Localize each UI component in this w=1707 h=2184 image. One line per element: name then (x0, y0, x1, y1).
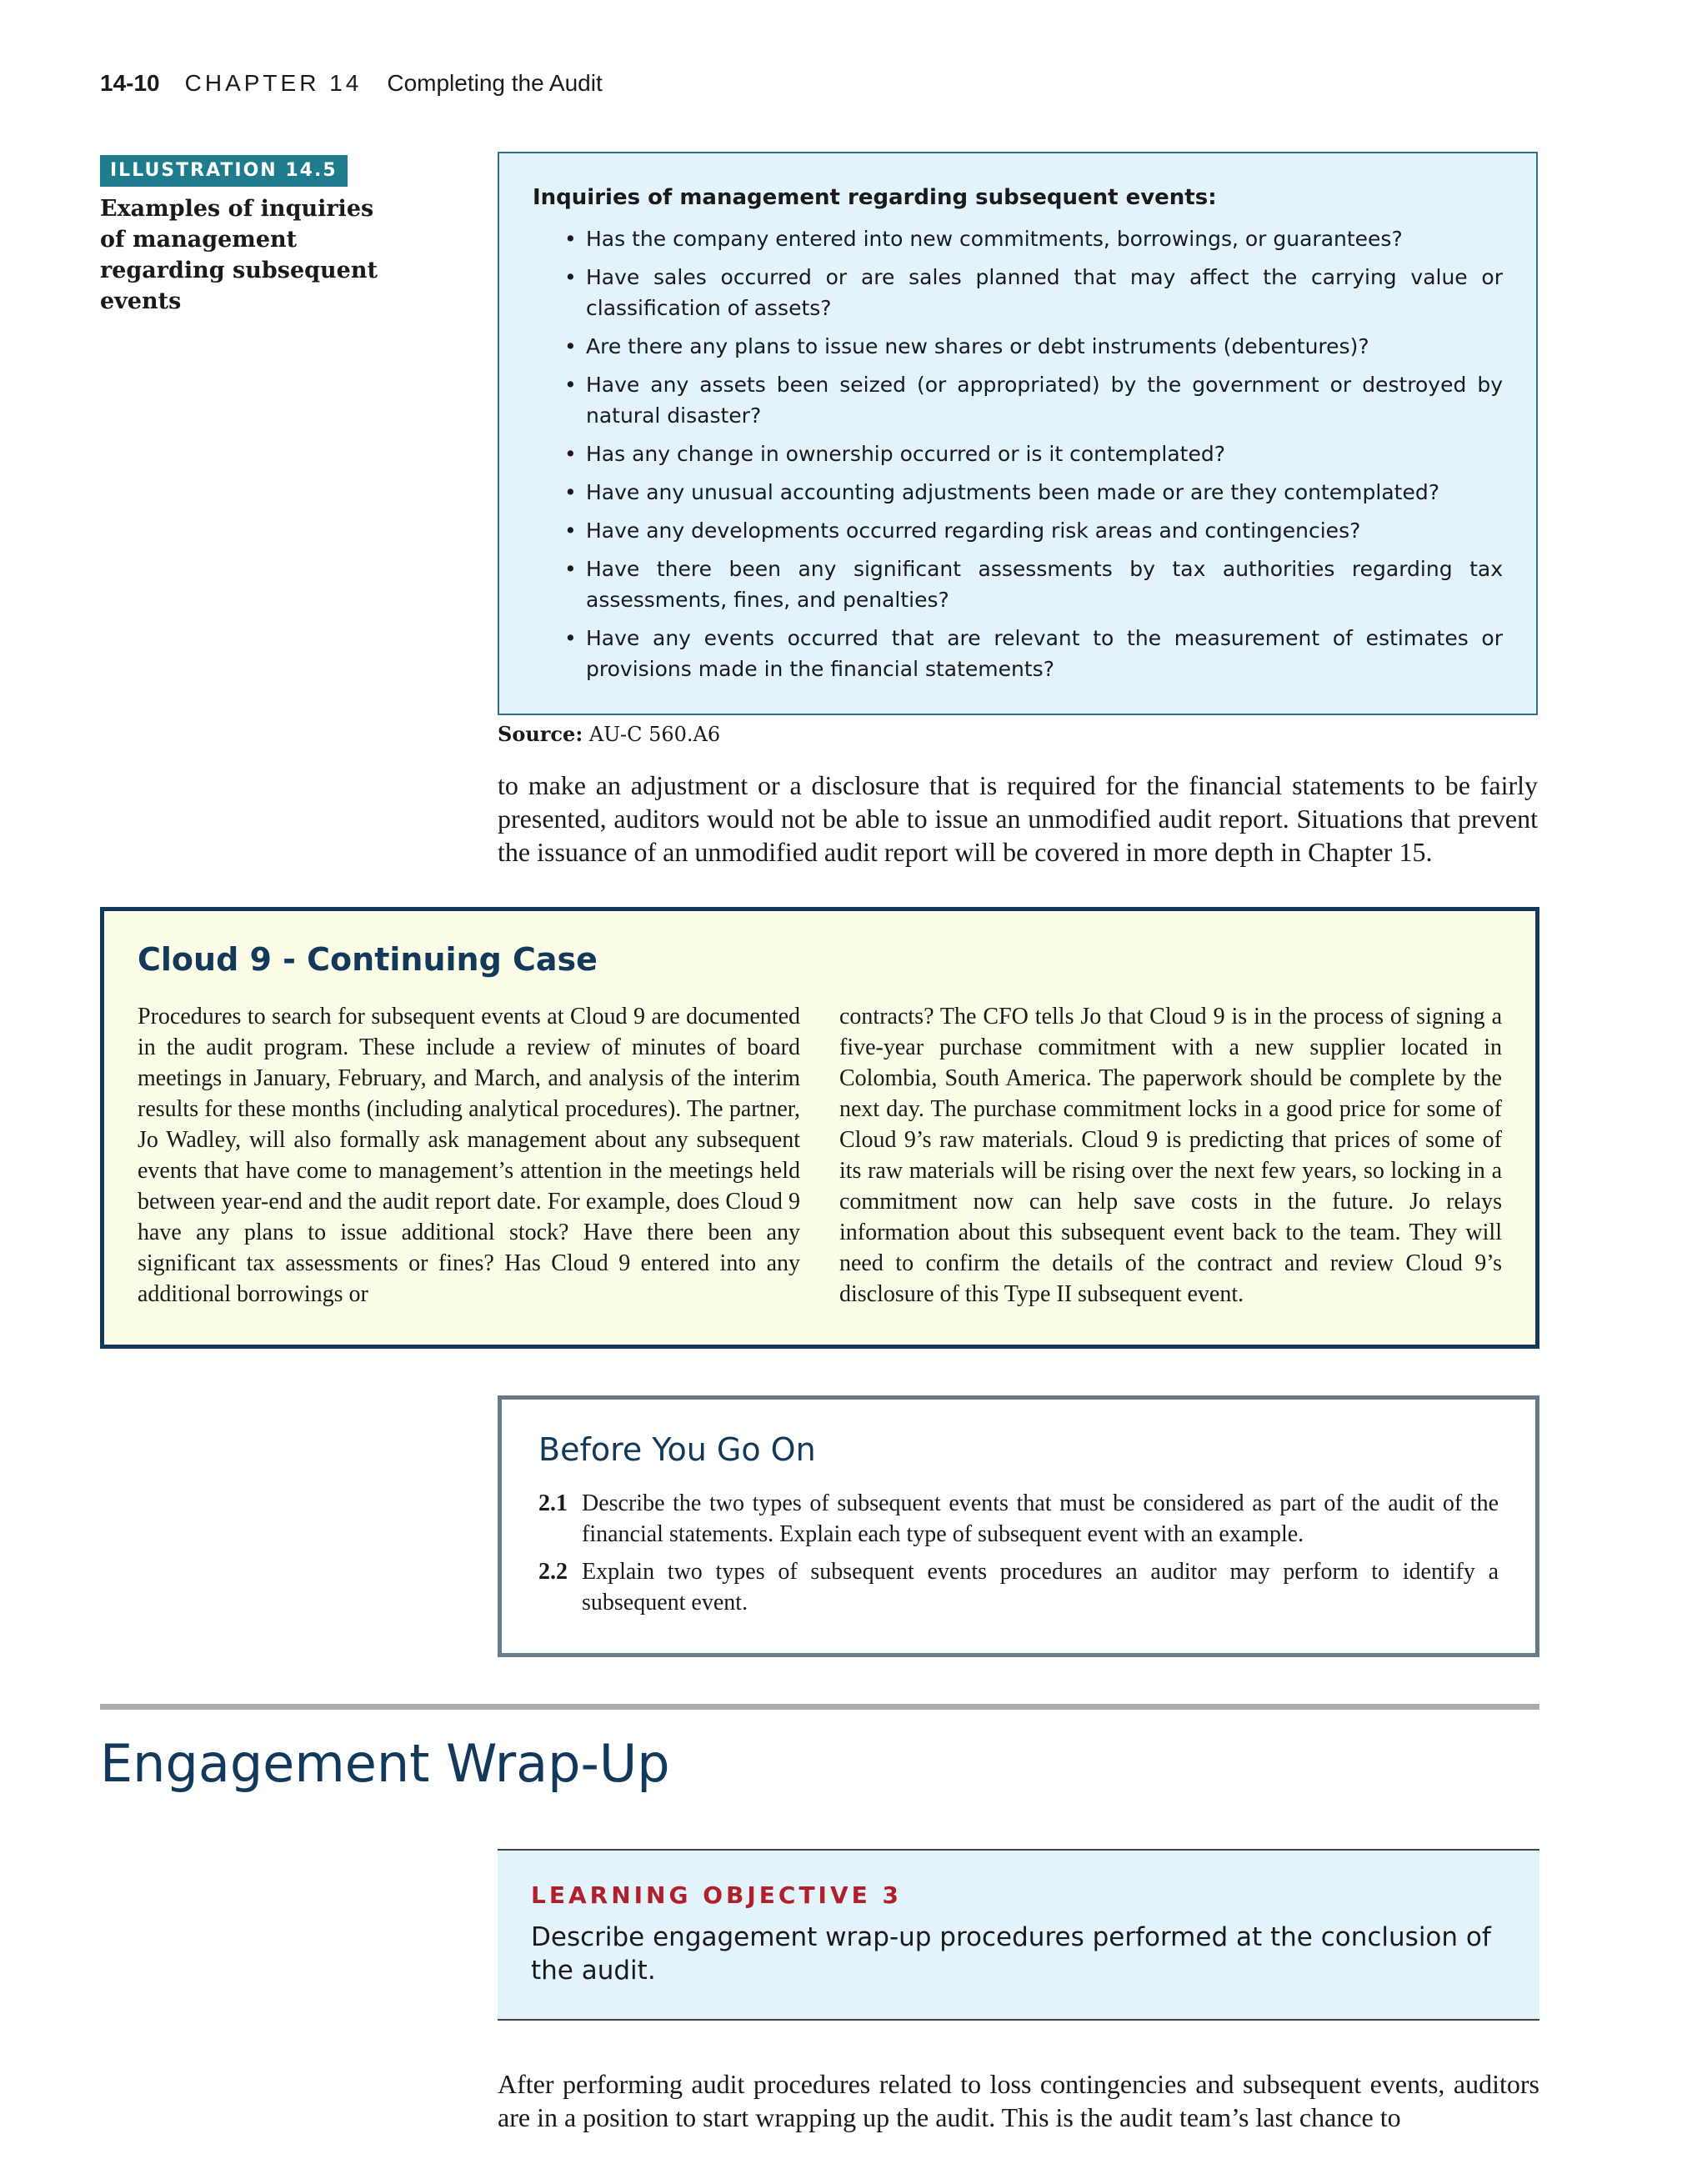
running-header (100, 70, 603, 103)
list-item: • Have any assets been seized (or appropriated) by the government or destroyed by natural disaster? (533, 369, 1503, 431)
source-label: Source: (498, 722, 583, 746)
source-value: AU-C 560.A6 (588, 723, 721, 746)
chapter-label: CHAPTER 14 (184, 70, 363, 96)
illustration-caption: Examples of inquiries of management regarding subsequent events (100, 196, 378, 314)
question-number: 2.2 (538, 1559, 568, 1585)
list-item: • Have there been any significant assessments by tax authorities regarding tax assessments, fines, and penalties? (533, 554, 1503, 615)
section-title: Engagement Wrap-Up (100, 1733, 670, 1794)
list-item: • Have sales occurred or are sales planned that may affect the carrying value or classification of assets? (533, 262, 1503, 323)
list-item: • Have any unusual accounting adjustments been made or are they contemplated? (533, 477, 1503, 508)
learning-objective-box (498, 1849, 1539, 2021)
cloud9-case-box (100, 907, 1539, 1349)
learning-objective-label: LEARNING OBJECTIVE 3 (531, 1881, 902, 1909)
body-paragraph: After performing audit procedures related to loss contingencies and subsequent events, auditors are in a position to start wrapping up the audit. This is the audit team’s last chance to (498, 2069, 1539, 2132)
inquiries-list (533, 223, 1503, 684)
learning-objective-text: Describe engagement wrap-up procedures performed at the conclusion of the audit. (531, 1922, 1491, 1986)
question-text: Explain two types of subsequent events procedures an auditor may perform to identify a subsequent event. (582, 1559, 1499, 1615)
source-line (498, 720, 720, 749)
body-paragraph: to make an adjustment or a disclosure that is required for the financial statements to be fairly presented, auditors would not be able to issue an unmodified audit report. Situations that prevent the issuance of an unmodified audit report will be covered in more depth in Chapter 15. (498, 770, 1538, 867)
before-you-go-on-title: Before You Go On (538, 1431, 816, 1468)
cloud9-column-left: Procedures to search for subsequent events at Cloud 9 are documented in the audit program. These include a review of minutes of board meetings in January, February, and March, and analysis of the interim results for these months (including analytical procedures). The partner, Jo Wadley, will also formally ask management about any subsequent events that have come to management’s attention in the meetings held between year-end and the audit report date. For example, does Cloud 9 have any plans to issue additional stock? Have there been any significant tax assessments or fines? Has Cloud 9 entered into any additional borrowings or (138, 1004, 800, 1307)
question-item (538, 1488, 1499, 1550)
list-item: • Are there any plans to issue new shares or debt instruments (debentures)? (533, 331, 1503, 362)
page-number: 14-10 (100, 70, 160, 96)
list-item: • Has any change in ownership occurred or is it contemplated? (533, 438, 1503, 469)
question-text: Describe the two types of subsequent events that must be considered as part of the audit of the financial statements. Explain each type of subsequent event with an example. (582, 1490, 1499, 1547)
list-item: • Have any events occurred that are relevant to the measurement of estimates or provisions made in the financial statements? (533, 623, 1503, 684)
cloud9-column-right: contracts? The CFO tells Jo that Cloud 9 is in the process of signing a five-year purchase commitment with a new supplier located in Colombia, South America. The paperwork should be complete by the next day. The purchase commitment locks in a good price for some of Cloud 9’s raw materials. Cloud 9 is predicting that prices of some of its raw materials will be rising over the next few years, so locking in a commitment now can help save costs in the future. Jo relays information about this subsequent event back to the team. They will need to confirm the details of the contract and review Cloud 9’s disclosure of this Type II subsequent event. (839, 1004, 1502, 1307)
inquiries-heading: Inquiries of management regarding subsequent events: (533, 185, 1217, 210)
illustration-tag: ILLUSTRATION 14.5 (100, 155, 348, 187)
cloud9-title: Cloud 9 - Continuing Case (138, 941, 598, 978)
list-item: • Have any developments occurred regarding risk areas and contingencies? (533, 515, 1503, 546)
question-number: 2.1 (538, 1490, 568, 1516)
section-divider (100, 1704, 1539, 1710)
list-item: • Has the company entered into new commitments, borrowings, or guarantees? (533, 223, 1503, 254)
question-item (538, 1556, 1499, 1618)
cloud9-columns (138, 1001, 1502, 1310)
chapter-title: Completing the Audit (387, 70, 603, 96)
before-you-go-on-box (498, 1395, 1539, 1657)
inquiries-box (498, 152, 1538, 715)
